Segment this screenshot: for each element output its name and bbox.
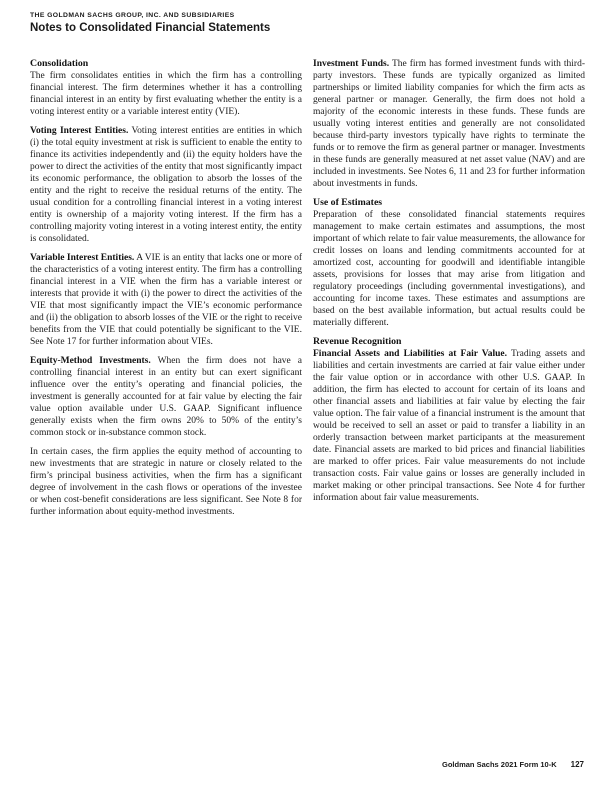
paragraph-lead: Financial Assets and Liabilities at Fair Value. bbox=[313, 349, 508, 359]
paragraph-investment-funds: Investment Funds. The firm has formed investment funds with third-party investors. These funds are typically organized as limited partnerships or limited liability companies for which the firm acts as general partner or manager. Generally, the firm does not hold a majority of the economic interests in these funds. These funds are usually voting interest entities and generally are not consolidated because third-party investors typically have rights to terminate the funds or to remove the firm as general partner or manager. Investments in these funds are generally measured at net asset value (NAV) and are included in investments. See Notes 6, 11 and 23 for further information about investments in funds. bbox=[313, 59, 585, 189]
page-content bbox=[30, 12, 585, 525]
footer-doc-label: Goldman Sachs 2021 Form 10-K bbox=[442, 760, 557, 769]
paragraph-use-of-estimates: Preparation of these consolidated financial statements requires management to make certain estimates and assumptions, the most important of which relate to fair value measurements, the allowance for credit losses on loans and lending commitments accounted for at amortized cost, accounting for goodwill and identifiable intangible assets, provisions for losses that may arise from litigation and regulatory proceedings (including governmental investigations), and accounting for income taxes. These estimates and assumptions are based on the best available information, but actual results could be materially different. bbox=[313, 210, 585, 328]
document-header bbox=[30, 12, 585, 34]
heading-consolidation: Consolidation bbox=[30, 58, 89, 69]
paragraph-lead: Equity-Method Investments. bbox=[30, 356, 151, 366]
company-name: THE GOLDMAN SACHS GROUP, INC. AND SUBSIDIARIES bbox=[30, 12, 235, 19]
right-column bbox=[313, 58, 585, 525]
paragraph-certain-cases: In certain cases, the firm applies the equity method of accounting to new investments that are strategic in nature or closely related to the firm’s principal business activities, when the firm has a significant degree of involvement in the cash flows or operations of the investee or when cost-benefit considerations are less significant. See Note 8 for further information about equity-method investments. bbox=[30, 447, 302, 517]
paragraph-variable-interest-entities: Variable Interest Entities. A VIE is an entity that lacks one or more of the characteristics of a voting interest entity. The firm has a controlling financial interest in a VIE when the firm has a variable interest or interests that provide it with (i) the power to direct the activities of the VIE that most significantly impact the VIE’s economic performance and (ii) the obligation to absorb losses of the VIE or the right to receive benefits from the VIE that could potentially be significant to the VIE. See Note 17 for further information about VIEs. bbox=[30, 253, 302, 347]
paragraph-voting-interest-entities: Voting Interest Entities. Voting interest entities are entities in which (i) the total equity investment at risk is sufficient to enable the entity to finance its activities independently and (ii) the equity holders have the power to direct the activities of the entity that most significantly impact its economic performance, the obligation to absorb the losses of the entity and the right to receive the residual returns of the entity. The usual condition for a controlling financial interest in a voting interest entity is ownership of a majority voting interest. If the firm has a controlling majority voting interest in a voting interest entity, the entity is consolidated. bbox=[30, 126, 302, 244]
left-column bbox=[30, 58, 302, 525]
paragraph-equity-method-investments: Equity-Method Investments. When the firm does not have a controlling financial interest in an entity but can exert significant influence over the entity’s operating and financial policies, the investment is generally accounted for at fair value by electing the fair value option available under U.S. GAAP. Significant influence generally exists when the firm owns 20% to 50% of the entity’s common stock or in-substance common stock. bbox=[30, 356, 302, 438]
page-title: Notes to Consolidated Financial Statements bbox=[30, 22, 271, 34]
paragraph-lead: Variable Interest Entities. bbox=[30, 253, 135, 263]
two-column-body bbox=[30, 58, 585, 525]
heading-use-of-estimates: Use of Estimates bbox=[313, 197, 383, 208]
paragraph-financial-assets-fair-value: Financial Assets and Liabilities at Fair Value. Trading assets and liabilities and certain investments are carried at fair value either under the fair value option or in accordance with other U.S. GAAP. In addition, the firm has elected to account for certain of its loans and other financial assets and liabilities at fair value by electing the fair value option. The fair value of a financial instrument is the amount that would be received to sell an asset or paid to transfer a liability in an orderly transaction between market participants at the measurement date. Financial assets are marked to bid prices and financial liabilities are marked to offer prices. Fair value measurements do not include transaction costs. Fair value gains or losses are generally included in market making or other principal transactions. See Note 4 for further information about fair value measurements. bbox=[313, 349, 585, 503]
page-footer bbox=[442, 760, 584, 769]
heading-revenue-recognition: Revenue Recognition bbox=[313, 336, 402, 347]
footer-page-number: 127 bbox=[570, 760, 584, 769]
paragraph-lead: Investment Funds. bbox=[313, 59, 390, 69]
paragraph-consolidation: The firm consolidates entities in which the firm has a controlling financial interest. The firm determines whether it has a controlling financial interest in an entity by first evaluating whether the entity is a voting interest entity or a variable interest entity (VIE). bbox=[30, 71, 302, 117]
paragraph-lead: Voting Interest Entities. bbox=[30, 126, 129, 136]
